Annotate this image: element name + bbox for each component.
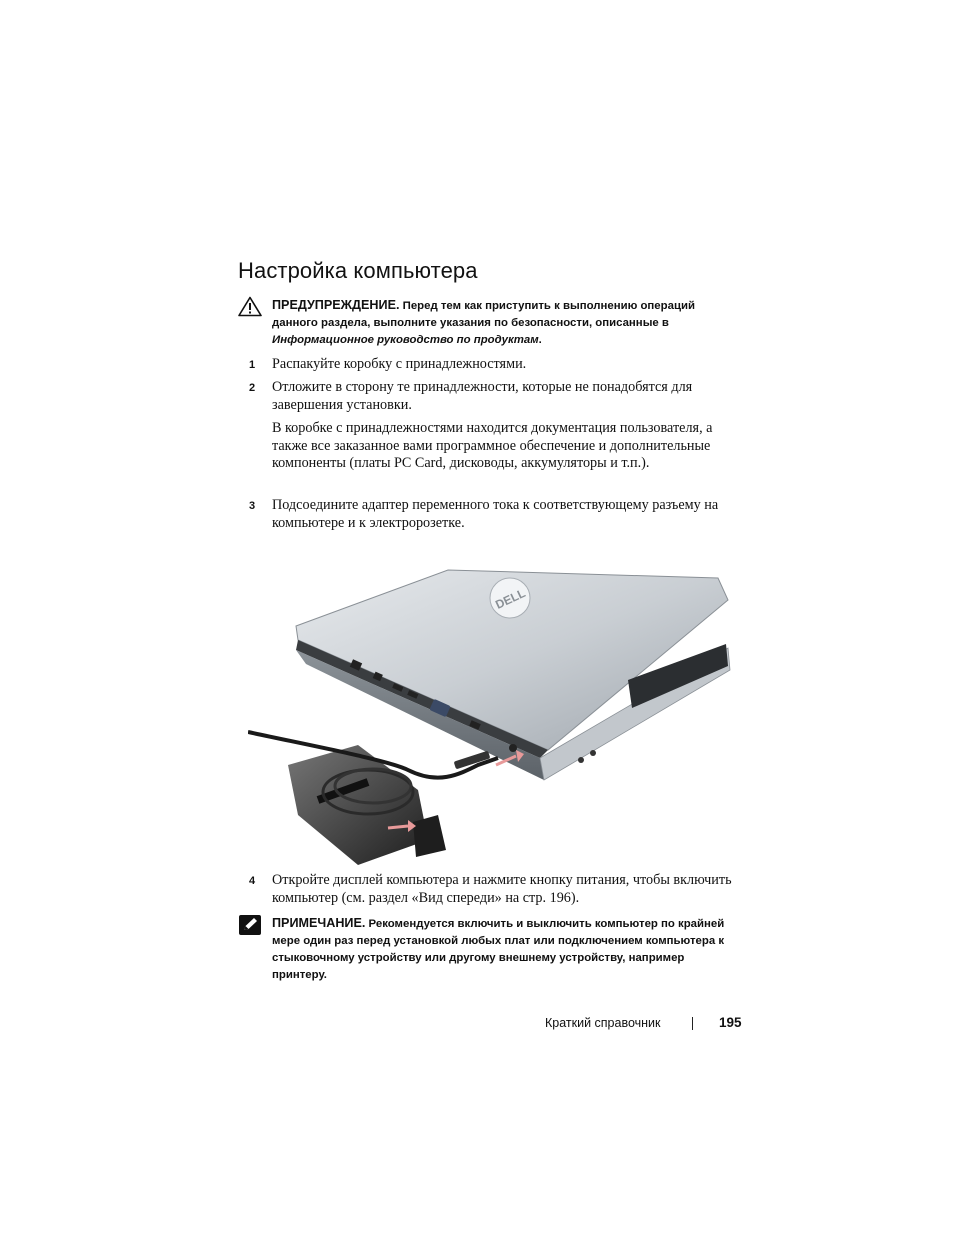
- laptop-adapter-illustration: [248, 560, 738, 870]
- warning-block: ПРЕДУПРЕЖДЕНИЕ. Перед тем как приступить к выполнению операций данного раздела, выполните указания по безопасности, описанные в Информационное руководство по продуктам.: [272, 298, 695, 346]
- warning-text: Перед тем как приступить к выполнению операций данного раздела, выполните указания по безопасности, описанные в: [272, 300, 695, 329]
- warning-triangle-icon: [238, 296, 262, 317]
- page-title: Настройка компьютера: [238, 258, 478, 283]
- note-block: [272, 915, 742, 984]
- step-paragraph: В коробке с принадлежностями находится документация пользователя, а также все заказанное вами программное обеспечение и дополнительные компоненты (платы PC Card, дисководы, аккумуляторы и т.п.).: [272, 420, 713, 471]
- step-number: 1: [249, 359, 256, 371]
- dell-logo: DELL: [493, 585, 528, 612]
- warning-reference: Информационное руководство по продуктам: [272, 334, 539, 346]
- step-text: Отложите в сторону те принадлежности, которые не понадобятся для завершения установки.: [272, 379, 693, 413]
- page-number: 195: [719, 1015, 742, 1030]
- step-text: Откройте дисплей компьютера и нажмите кнопку питания, чтобы включить компьютер (см. раздел «Вид спереди» на стр. 196).: [272, 872, 732, 906]
- pencil-note-icon: [239, 915, 261, 935]
- step-text: Распакуйте коробку с принадлежностями.: [272, 356, 527, 372]
- step-number: 4: [249, 875, 256, 887]
- warning-label: ПРЕДУПРЕЖДЕНИЕ.: [272, 298, 400, 312]
- step-number: 3: [249, 500, 256, 512]
- note-label: ПРИМЕЧАНИЕ.: [272, 916, 366, 930]
- footer-separator: [692, 1017, 693, 1030]
- note-text: Рекомендуется включить и выключить компьютер по крайней мере один раз перед установкой любых плат или подключением компьютера к стыковочному устройству или другому внешнему устройству, например принтеру.: [272, 918, 725, 981]
- step-text: Подсоедините адаптер переменного тока к соответствующему разъему на компьютере и к электророзетке.: [272, 497, 719, 531]
- step-number: 2: [249, 382, 256, 394]
- footer-section-title: Краткий справочник: [545, 1016, 661, 1030]
